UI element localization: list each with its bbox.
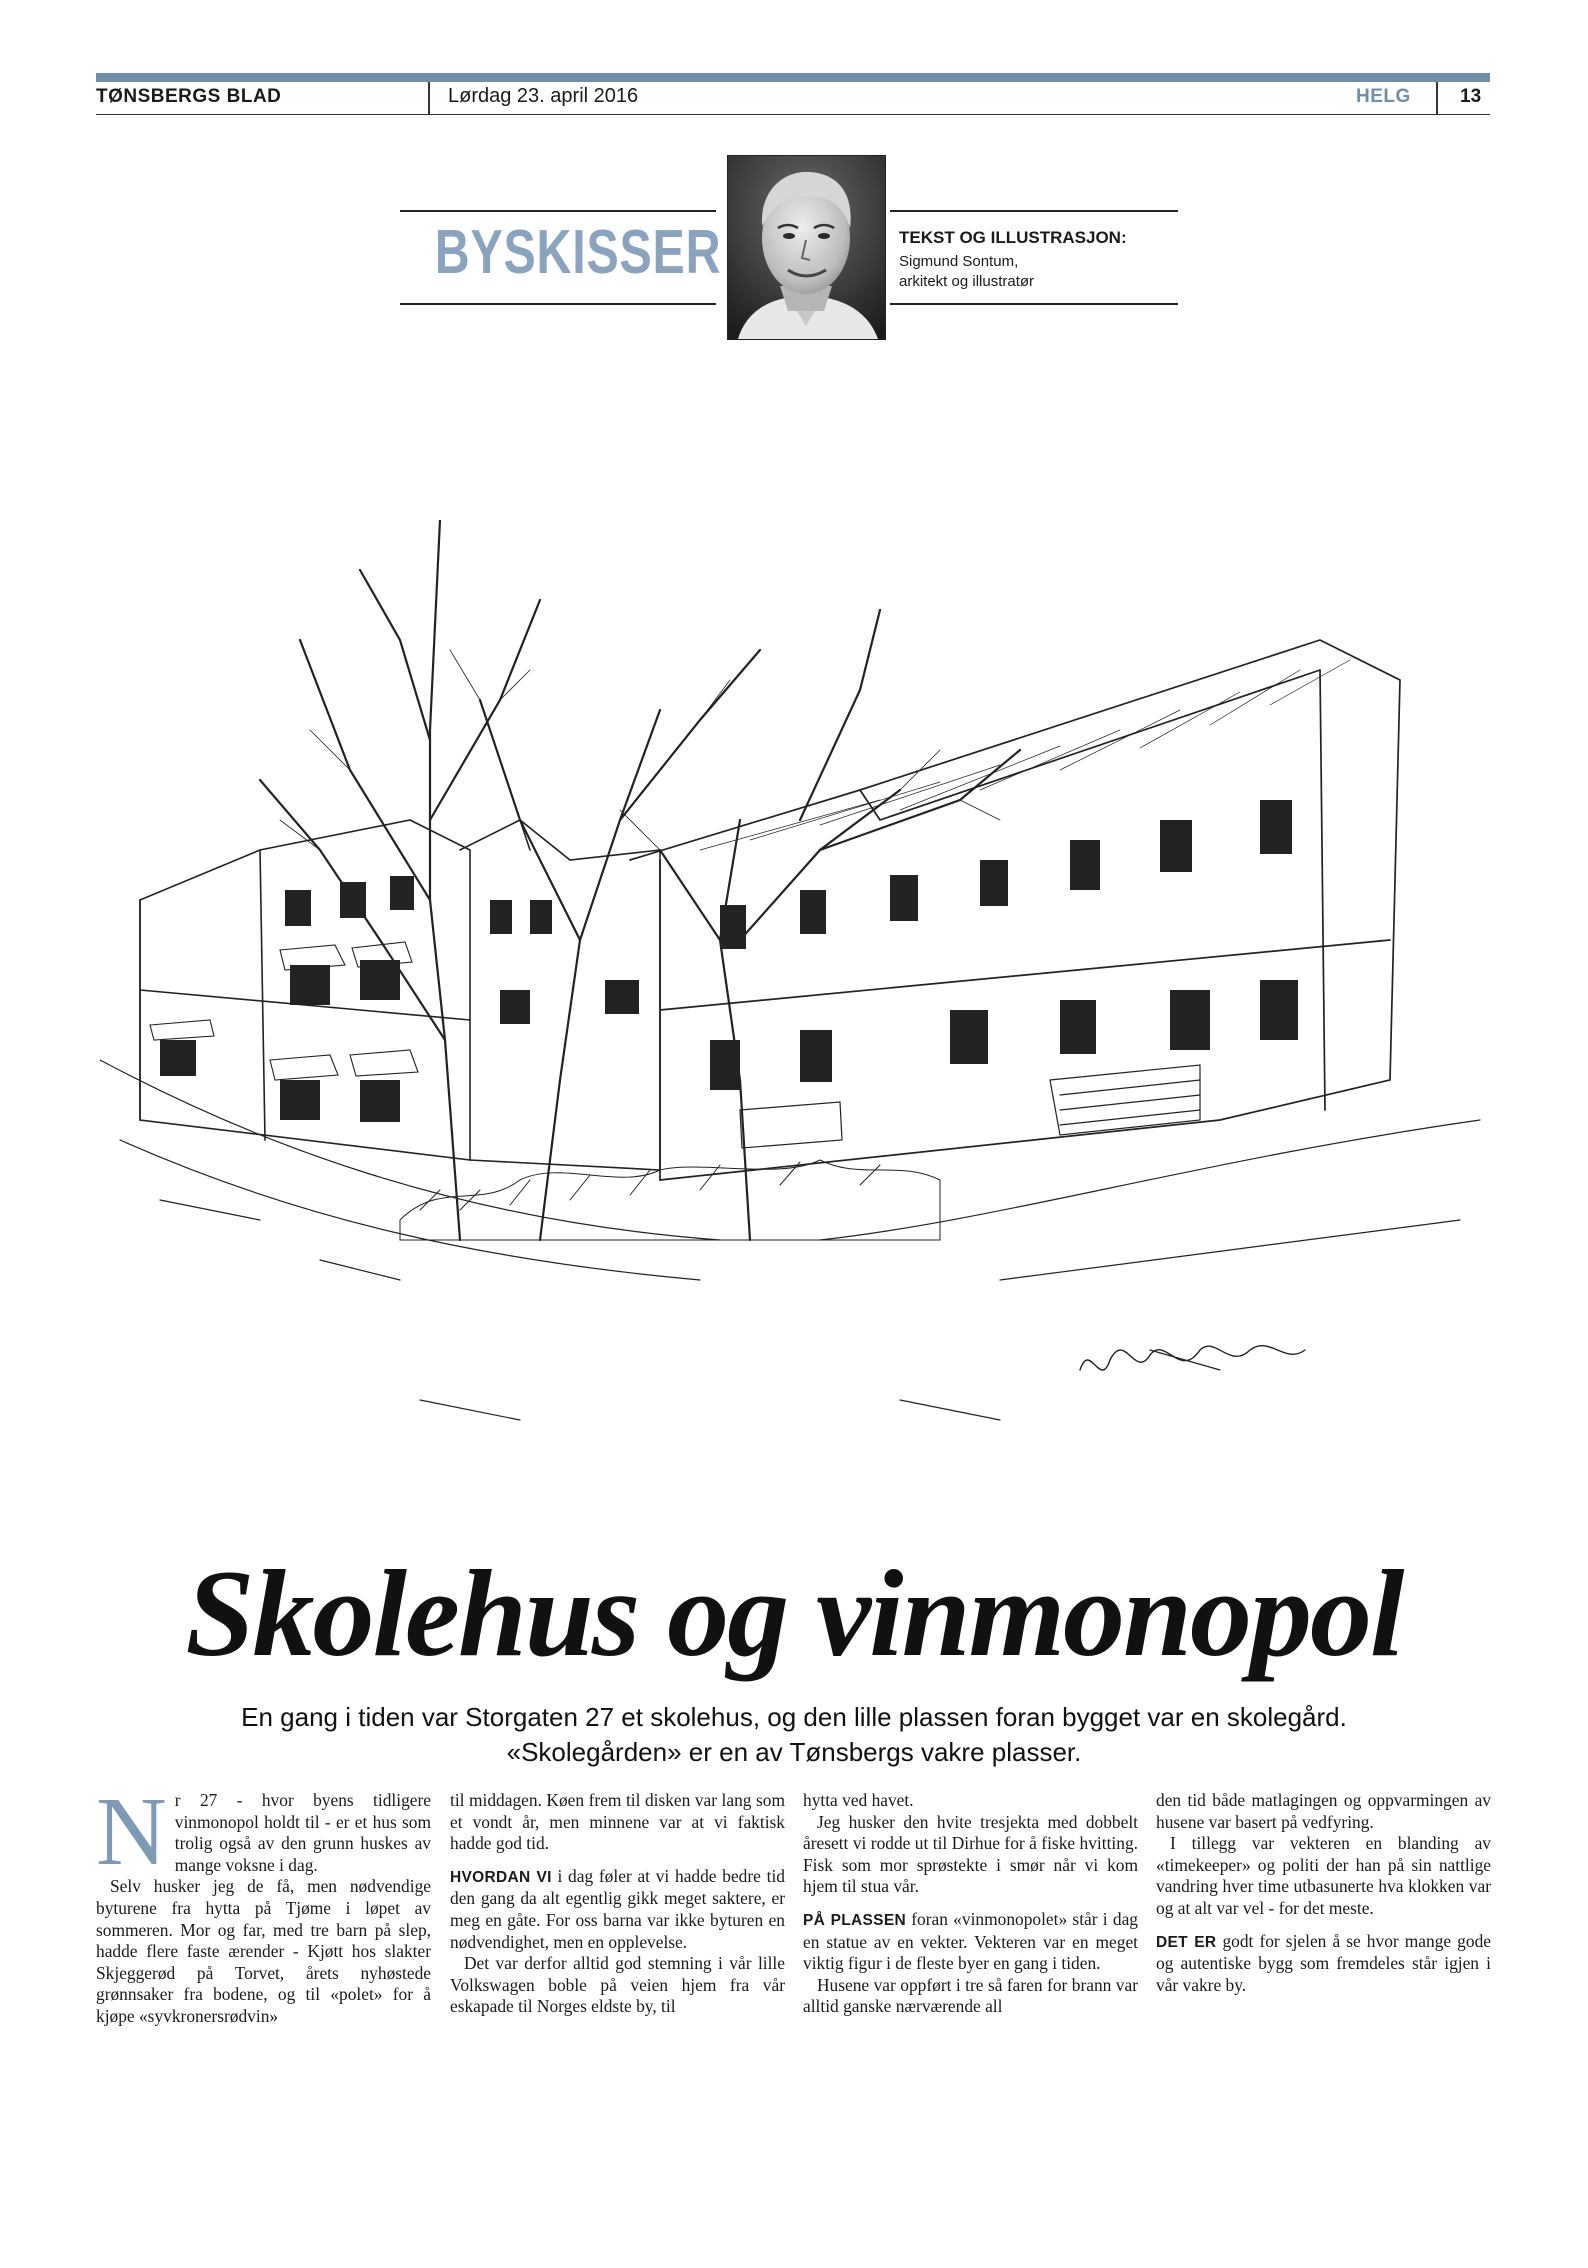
portrait-drawing [728, 156, 885, 339]
author-portrait [727, 155, 886, 340]
kicker-rule-bottom [400, 303, 716, 305]
page-number: 13 [1460, 86, 1482, 107]
artist-signature [1080, 1346, 1305, 1370]
paragraph [450, 1866, 785, 1953]
article-lead [150, 1700, 1438, 1770]
run-in-heading: PÅ PLASSEN [803, 1911, 906, 1929]
right-windows [710, 800, 1298, 1090]
author-name: Sigmund Sontum, [899, 253, 1019, 270]
paragraph: til middagen. Køen frem til disken var lang som et vondt år, men minnene var at vi faktisk hadde god tid. [450, 1790, 785, 1854]
kicker-rule-top [400, 210, 716, 212]
paragraph [96, 1778, 431, 1886]
header-accent-bar [96, 73, 1490, 82]
paragraph [1156, 1931, 1491, 1997]
author-role: arkitekt og illustratør [899, 273, 1035, 290]
credit-label: TEKST OG ILLUSTRASJON: [899, 228, 1127, 247]
lead-line-1: En gang i tiden var Storgaten 27 et skolehus, og den lille plassen foran bygget var en skolegård. [241, 1702, 1347, 1732]
paragraph: Jeg husker den hvite tresjekta med dobbelt åresett vi rodde ut til Dirhue for å fiske hvitting. Fisk som mor sprøstekte i smør når vi kom hjem til stua vår. [803, 1811, 1138, 1897]
left-windows [160, 876, 414, 1122]
paragraph: Det var derfor alltid god stemning i vår lille Volkswagen boble på veien hjem fra vår eskapade til Norges eldste by, til [450, 1953, 785, 2017]
run-in-heading: HVORDAN VI [450, 1868, 552, 1886]
roof-hatching [700, 660, 1350, 850]
paragraph-text: godt for sjelen å se hvor mange gode og autentiske bygg som fremdeles står igjen i vår vakre by. [1156, 1930, 1491, 1995]
lead-line-2: «Skolegården» er en av Tønsbergs vakre plasser. [506, 1737, 1082, 1767]
article-column-4 [1156, 1790, 1491, 1996]
pen-drawing-illustration [100, 520, 1490, 1450]
paragraph: den tid både matlagingen og oppvarmingen av husene var basert på vedfyring. [1156, 1790, 1491, 1832]
article-column-1 [96, 1778, 431, 2028]
credit-name [899, 252, 1034, 292]
paragraph-text: foran «vinmonopolet» står i dag en statue av en vekter. Vekteren var en meget viktig figur i de fleste byer en gang i tiden. [803, 1908, 1138, 1974]
paragraph: Selv husker jeg de få, men nødvendige byturene fra hytta på Tjøme i løpet av sommeren. Mor og far, med tre barn på slep, hadde flere faste ærender - Kjøtt hos slakter Skjeggerød på Torvet, årets nyhøstede grønnsaker fra bodene, og til «polet» for å kjøpe «syvkronersrødvin» [96, 1876, 431, 2026]
paragraph: Husene var oppført i tre så faren for brann var alltid ganske nærværende all [803, 1974, 1138, 2017]
bushes [400, 1160, 940, 1240]
article-headline: Skolehus og vinmonopol [185, 1545, 1403, 1682]
issue-date: Lørdag 23. april 2016 [448, 85, 639, 107]
branches [280, 650, 1000, 850]
credit-rule-bottom [890, 303, 1178, 305]
paragraph: hytta ved havet. [803, 1790, 914, 1810]
paragraph [803, 1909, 1138, 1975]
newspaper-name: TØNSBERGS BLAD [96, 86, 282, 107]
article-column-2 [450, 1790, 785, 2018]
page-header [96, 82, 1490, 115]
paragraph-text: r 27 - hvor byens tidligere vinmonopol holdt til - er et hus som trolig også av den grunn huskes av mange voksne i dag. [174, 1790, 431, 1875]
run-in-heading: DET ER [1156, 1933, 1217, 1951]
credit-rule-top [890, 210, 1178, 212]
header-divider [1436, 82, 1438, 114]
header-divider [428, 82, 430, 114]
article-column-3 [803, 1790, 1138, 2018]
paragraph: I tillegg var vekteren en blanding av «timekeeper» og politi der han på sin nattlige vandring hver time utbasunerte hva klokken var og at alt var vel - for det meste. [1156, 1833, 1491, 1918]
section-name: HELG [1356, 86, 1411, 107]
middle-windows [490, 900, 639, 1024]
column-kicker: BYSKISSER [434, 218, 722, 287]
drop-cap: N [96, 1778, 167, 1886]
paragraph-text: i dag føler at vi hadde bedre tid den gang da alt egentlig gikk meget saktere, er meg en gåte. For oss barna var ikke byturen en nødvendighet, men en opplevelse. [450, 1865, 785, 1952]
